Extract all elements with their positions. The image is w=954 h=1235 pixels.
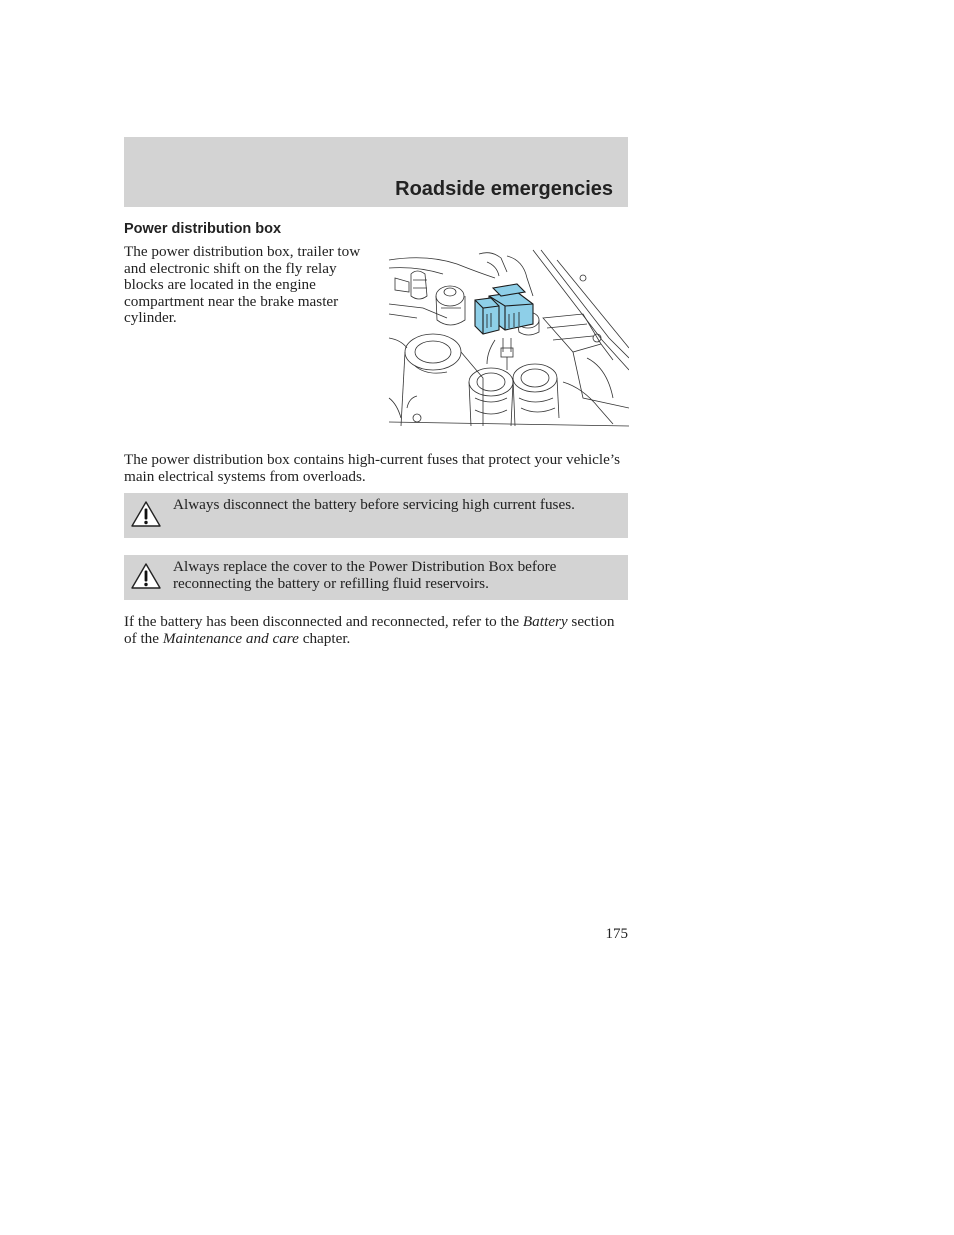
header-band	[124, 137, 628, 207]
engine-compartment-illustration	[387, 248, 629, 428]
fuse-description-paragraph: The power distribution box contains high-current fuses that protect your vehicle’s main electrical systems from overloads.	[124, 451, 620, 485]
page-number: 175	[605, 926, 628, 942]
warning-text: Always replace the cover to the Power Distribution Box before reconnecting the battery or refilling fluid reservoirs.	[173, 558, 557, 592]
page-title: Roadside emergencies	[395, 178, 613, 200]
warning-box-disconnect-battery	[124, 493, 628, 538]
warning-triangle-icon	[130, 500, 162, 528]
warning-triangle-icon	[130, 562, 162, 590]
para3-text-before: If the battery has been disconnected and reconnected, refer to the	[124, 613, 523, 630]
intro-paragraph: The power distribution box, trailer tow and electronic shift on the fly relay blocks are located in the engine compartment near the brake master cylinder.	[124, 243, 361, 327]
battery-section-reference: Battery	[522, 613, 568, 630]
warning-text: Always disconnect the battery before servicing high current fuses.	[173, 496, 575, 513]
warning-box-replace-cover	[124, 555, 628, 600]
section-heading: Power distribution box	[124, 221, 282, 237]
para3-text-after: chapter.	[298, 629, 351, 647]
maintenance-chapter-reference: Maintenance and care	[162, 629, 299, 647]
battery-reference-paragraph	[124, 614, 630, 647]
para3-text-middle: section of the	[124, 613, 615, 647]
